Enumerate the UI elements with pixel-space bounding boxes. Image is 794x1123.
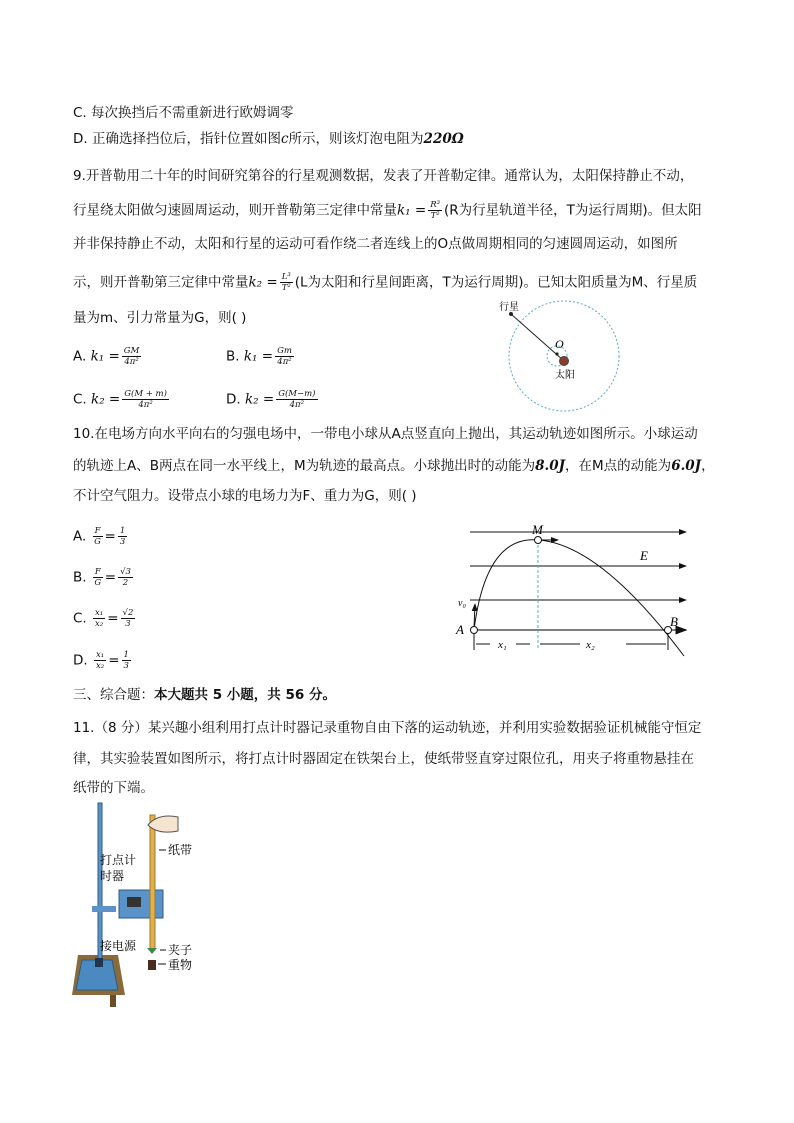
- fraction: [275, 346, 294, 367]
- shape: [110, 995, 116, 1007]
- fraction: [93, 567, 103, 588]
- text: 3: [119, 537, 126, 547]
- q9-stem-line2: [73, 200, 702, 221]
- shape: [95, 958, 103, 967]
- text: 打点计: [100, 853, 137, 867]
- text: k₁ =: [90, 348, 120, 365]
- fraction: [121, 608, 136, 629]
- fraction: [118, 567, 133, 588]
- text: R³: [430, 200, 441, 210]
- text: 接电源: [100, 939, 137, 953]
- text: ，: [701, 458, 715, 474]
- text: 3: [125, 619, 131, 629]
- text: 2: [122, 578, 129, 588]
- q9-stem-line3: 并非保持静止不动，太阳和行星的运动可看作绕二者连线上的O点做周期相同的匀速圆周运动，如图所: [73, 236, 678, 252]
- text: G: [94, 578, 102, 588]
- text: 示，则开普勒第三定律中常量: [73, 274, 249, 291]
- fraction: [118, 526, 127, 547]
- q9-stem-line5: 量为m、引力常量为G，则( ): [73, 310, 247, 326]
- fraction: [428, 200, 442, 221]
- q10-stem-line1: 10.在电场方向水平向右的匀强电场中，一带电小球从A点竖直向上抛出，其运动轨迹如图所示。小球运动: [73, 426, 698, 442]
- q10-option-a[interactable]: [73, 526, 129, 547]
- point-m: [535, 537, 542, 544]
- text: =: [107, 610, 119, 627]
- fraction: [276, 389, 317, 410]
- text: 6.0J: [671, 458, 702, 474]
- text: B.: [226, 348, 240, 365]
- text: B.: [73, 569, 87, 586]
- shape: [92, 906, 116, 912]
- text: C.: [73, 610, 87, 627]
- q10-stem-line2: [73, 457, 715, 475]
- text: 8.0J: [535, 458, 566, 474]
- q8-option-d: [73, 130, 464, 148]
- text: 1: [123, 650, 129, 660]
- text: F: [94, 567, 101, 577]
- q10-stem-line3: 不计空气阻力。设带点小球的电场力为F、重力为G，则( ): [73, 488, 417, 504]
- text: G: [94, 537, 101, 547]
- text: (L为太阳和行星间距离，T为运行周期)。已知太阳质量为M、行星质: [294, 274, 698, 291]
- text: F: [94, 526, 101, 536]
- q8-option-c: C. 每次换挡后不需重新进行欧姆调零: [73, 105, 294, 121]
- text: c: [280, 131, 289, 147]
- q9-option-c[interactable]: [73, 389, 171, 410]
- text: 4π²: [124, 357, 139, 367]
- fraction: [93, 608, 105, 629]
- text: 所示，则该灯泡电阻为: [288, 131, 424, 147]
- text: G(M + m): [124, 389, 167, 399]
- text: D. 正确选择挡位后，指针位置如图: [73, 131, 281, 147]
- text: 夹子: [168, 943, 193, 957]
- text: 3: [123, 661, 129, 671]
- text: 4π²: [138, 400, 153, 410]
- text: =: [104, 528, 116, 545]
- q9-stem-line1: 9.开普勒用二十年的时间研究第谷的行星观测数据，发表了开普勒定律。通常认为，太阳保持静止不动，: [73, 168, 694, 184]
- q9-option-b[interactable]: [226, 346, 296, 367]
- text: x₁: [95, 650, 105, 660]
- text: Gm: [277, 346, 292, 356]
- text: 4π²: [277, 357, 292, 367]
- text: A: [456, 622, 464, 637]
- text: 的轨迹上A、B两点在同一水平线上，M为轨迹的最高点。小球抛出时的动能为: [73, 458, 536, 474]
- point-a: [471, 627, 478, 634]
- text: k₂ =: [244, 391, 275, 408]
- text: 重物: [168, 958, 193, 972]
- text: 时器: [100, 869, 125, 883]
- text: k₁ =: [243, 348, 274, 365]
- q10-option-c[interactable]: [73, 608, 137, 629]
- q11-stem-line3: 纸带的下端。: [73, 780, 154, 796]
- fraction: [122, 650, 131, 671]
- fraction: [93, 526, 103, 547]
- section-3-heading: [73, 686, 336, 704]
- fraction: [122, 389, 169, 410]
- text: k₂ =: [91, 391, 121, 408]
- text: A.: [73, 528, 87, 545]
- center-label: O: [555, 337, 564, 351]
- k2: k₂ =: [248, 274, 278, 291]
- q9-option-a[interactable]: [73, 346, 143, 367]
- center-dot: [555, 352, 558, 355]
- shape: [127, 897, 141, 907]
- field-figure: [450, 520, 700, 660]
- text: G(M−m): [278, 389, 316, 399]
- text: A.: [73, 348, 87, 365]
- text: x₁: [498, 639, 507, 651]
- text: D.: [226, 391, 241, 408]
- apparatus-figure: [70, 800, 200, 1010]
- text: x₂: [95, 619, 104, 629]
- text: 纸带: [168, 843, 193, 857]
- text: 1: [119, 526, 126, 536]
- q10-option-d[interactable]: [73, 650, 133, 671]
- fraction: [94, 650, 106, 671]
- text: =: [104, 569, 117, 586]
- k1: k₁ =: [397, 202, 427, 219]
- text: L³: [281, 272, 291, 282]
- text: v₀: [458, 598, 466, 609]
- q9-option-d[interactable]: [226, 389, 320, 410]
- sun-label: 太阳: [555, 370, 575, 381]
- text: =: [108, 652, 120, 669]
- q11-stem-line2: 律，其实验装置如图所示，将打点计时器固定在铁架台上，使纸带竖直穿过限位孔，用夹子将重物悬挂在: [73, 751, 694, 767]
- text: √2: [122, 608, 134, 618]
- q10-option-b[interactable]: [73, 567, 135, 588]
- text: x₂: [586, 639, 595, 651]
- text: √3: [120, 567, 131, 577]
- text: T²: [281, 283, 291, 293]
- text: 行星绕太阳做匀速圆周运动，则开普勒第三定律中常量: [73, 202, 397, 219]
- q9-stem-line4: [73, 272, 697, 293]
- fraction: [280, 272, 293, 293]
- text: T²: [430, 211, 440, 221]
- text: E: [640, 548, 648, 563]
- text: M: [532, 522, 543, 537]
- q11-stem-line1: 11.（8 分）某兴趣小组利用打点计时器记录重物自由下落的运动轨迹，并利用实验数据验证机械能守恒定: [73, 720, 702, 736]
- text: 4π²: [289, 400, 305, 410]
- text: 三、综合题：: [73, 687, 154, 703]
- text: 220Ω: [423, 131, 464, 147]
- text: GM: [123, 346, 140, 356]
- weight: [148, 960, 156, 970]
- text: (R为行星轨道半径，T为运行周期)。但太阳: [444, 202, 702, 219]
- text: C.: [73, 391, 87, 408]
- sun-icon: [560, 357, 569, 366]
- text: x₂: [95, 661, 105, 671]
- text: 本大题共 5 小题，共 56 分。: [154, 687, 336, 703]
- planet-label: 行星: [499, 302, 519, 313]
- fraction: [122, 346, 142, 367]
- orbit-figure: [495, 298, 645, 414]
- text: D.: [73, 652, 88, 669]
- text: x₁: [95, 608, 104, 618]
- text: B: [670, 614, 678, 629]
- paper-tape: [150, 815, 155, 950]
- clip: [147, 948, 157, 954]
- text: ，在M点的动能为: [565, 458, 672, 474]
